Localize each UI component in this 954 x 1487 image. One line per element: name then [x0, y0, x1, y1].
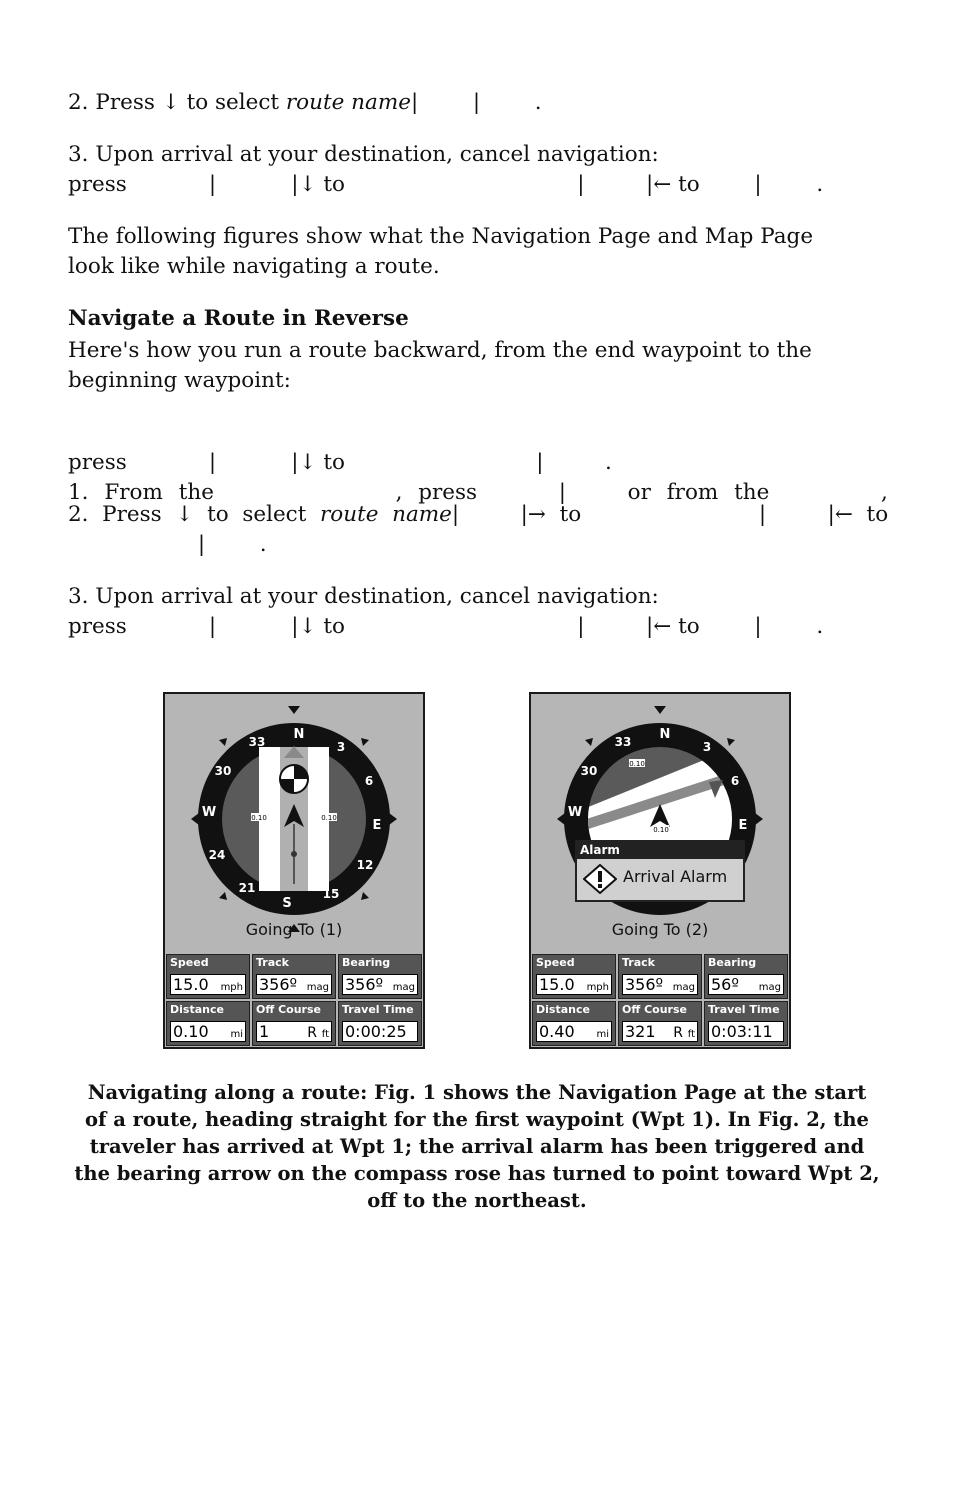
intro-line-1: The following figures show what the Navigation Page and Map Page: [68, 224, 814, 249]
cell-value: 56º: [711, 975, 739, 994]
figure-2-navigation-page: [529, 692, 791, 1049]
compass-tick-3: 3: [702, 740, 712, 754]
compass-n: N: [293, 727, 305, 742]
cell-label: Travel Time: [342, 1003, 414, 1016]
cell-label: Track: [622, 956, 655, 969]
cell-label: Distance: [536, 1003, 590, 1016]
scale-label-bottom: 0.10: [653, 826, 669, 834]
cell-label: Track: [256, 956, 289, 969]
word: |: [558, 480, 566, 505]
cell-value: 356º: [259, 975, 298, 994]
word: the: [734, 480, 770, 505]
cell-unit: mi: [596, 1029, 609, 1040]
intro-line-2: look like while navigating a route.: [68, 254, 440, 279]
data-grid: [165, 953, 423, 1047]
track-cell: [618, 954, 702, 999]
reverse-step-1-press: press | |↓ to | .: [68, 450, 612, 475]
figure-caption: Navigating along a route: Fig. 1 shows the Navigation Page at the start of a route, heading straight for the first waypoint (Wpt 1). In Fig. 2, the traveler has arrived at Wpt 1; the arrival alarm has been triggered and the bearing arrow on the compass rose has turned to point toward Wpt 2, off to the northeast.: [74, 1081, 880, 1212]
compass-tick-12: 12: [356, 858, 374, 872]
route-name-italic: route name: [285, 90, 411, 115]
compass-tick-33: 33: [248, 735, 266, 749]
cell-unit: mag: [392, 982, 415, 993]
step-text: | | .: [410, 90, 542, 115]
distance-cell: [532, 1001, 616, 1046]
arrival-alarm-dialog[interactable]: [575, 840, 745, 902]
alarm-message: Arrival Alarm: [623, 867, 728, 886]
off-course-cell: [618, 1001, 702, 1046]
compass-tick-33: 33: [614, 735, 632, 749]
compass-rose-fig1: [165, 694, 423, 949]
down-arrow-glyph: ↓: [161, 90, 180, 115]
cell-value: 1: [259, 1022, 270, 1041]
cell-value: 0:00:25: [345, 1022, 407, 1041]
word: ,: [395, 480, 403, 505]
cell-value: 0.40: [539, 1022, 575, 1041]
cell-unit: mph: [220, 982, 243, 993]
cell-label: Off Course: [622, 1003, 687, 1016]
compass-tick-3: 3: [336, 740, 346, 754]
scale-label-left: 0.10: [251, 814, 267, 822]
cell-value: 0:03:11: [711, 1022, 773, 1041]
step-3-press-line: press | |↓ to | |← to | .: [68, 172, 824, 197]
speed-cell: [166, 954, 250, 999]
cell-unit: mag: [306, 982, 329, 993]
compass-e: E: [738, 818, 748, 833]
cell-label: Off Course: [256, 1003, 321, 1016]
cell-unit: mag: [672, 982, 695, 993]
cell-label: Speed: [536, 956, 575, 969]
word: From: [104, 480, 163, 505]
word: or: [627, 480, 651, 505]
cell-value: 356º: [625, 975, 664, 994]
cell-value: 356º: [345, 975, 384, 994]
compass-tick-6: 6: [364, 774, 374, 788]
step-text: 2. Press: [68, 90, 155, 115]
step-3-cancel: 3. Upon arrival at your destination, cancel navigation:: [68, 142, 659, 167]
warning-icon: [583, 864, 617, 894]
alarm-title: Alarm: [577, 842, 743, 859]
reverse-step-3-press: press | |↓ to | |← to | .: [68, 614, 824, 639]
cell-value: 0.10: [173, 1022, 209, 1041]
cell-value: 321: [625, 1022, 656, 1041]
cell-value: 15.0: [173, 975, 209, 994]
route-name-italic: route name: [320, 502, 452, 527]
compass-tick-6: 6: [730, 774, 740, 788]
bearing-cell: [338, 954, 422, 999]
travel-time-cell: [704, 1001, 788, 1046]
cell-label: Bearing: [708, 956, 757, 969]
compass-s: S: [282, 896, 292, 911]
reverse-step-2-cont: | .: [68, 532, 267, 557]
compass-w: W: [201, 805, 217, 820]
word: ,: [881, 480, 888, 505]
compass-rose-fig2: [531, 694, 789, 949]
reverse-step-3: 3. Upon arrival at your destination, cancel navigation:: [68, 584, 659, 609]
bearing-cell: [704, 954, 788, 999]
cell-label: Travel Time: [708, 1003, 780, 1016]
compass-n: N: [659, 727, 671, 742]
cell-unit: ft: [687, 1029, 695, 1040]
compass-w: W: [567, 805, 583, 820]
travel-time-cell: [338, 1001, 422, 1046]
cell-unit: ft: [321, 1029, 329, 1040]
scale-label-top: 0.10: [629, 760, 645, 768]
cell-label: Distance: [170, 1003, 224, 1016]
step-text: to select: [186, 90, 280, 115]
cell-direction: R: [673, 1025, 683, 1041]
section-heading: Navigate a Route in Reverse: [68, 306, 409, 331]
word: press: [418, 480, 478, 505]
cell-label: Speed: [170, 956, 209, 969]
going-to-label: Going To (2): [611, 920, 709, 939]
cell-unit: mag: [758, 982, 781, 993]
cell-label: Bearing: [342, 956, 391, 969]
word: 1.: [68, 480, 89, 505]
cell-direction: R: [307, 1025, 317, 1041]
speed-cell: [532, 954, 616, 999]
distance-cell: [166, 1001, 250, 1046]
step-text: | |→ to | |← to: [451, 502, 889, 527]
compass-tick-21: 21: [238, 881, 256, 895]
section-intro-2: beginning waypoint:: [68, 368, 291, 393]
step-2-select-route: [68, 88, 888, 118]
data-grid: [531, 953, 789, 1047]
section-intro-1: Here's how you run a route backward, from the end waypoint to the: [68, 338, 812, 363]
scale-label-right: 0.10: [321, 814, 337, 822]
figure-1-navigation-page: [163, 692, 425, 1049]
step-text: 2. Press ↓ to select: [68, 502, 307, 527]
track-cell: [252, 954, 336, 999]
compass-tick-24: 24: [208, 848, 226, 862]
off-course-cell: [252, 1001, 336, 1046]
word: the: [178, 480, 214, 505]
compass-tick-30: 30: [214, 764, 232, 778]
cell-unit: mi: [230, 1029, 243, 1040]
compass-tick-15: 15: [322, 887, 340, 901]
going-to-label: Going To (1): [245, 920, 343, 939]
cell-value: 15.0: [539, 975, 575, 994]
reverse-step-2: [68, 500, 888, 530]
word: from: [666, 480, 719, 505]
compass-e: E: [372, 818, 382, 833]
cell-unit: mph: [586, 982, 609, 993]
compass-tick-30: 30: [580, 764, 598, 778]
